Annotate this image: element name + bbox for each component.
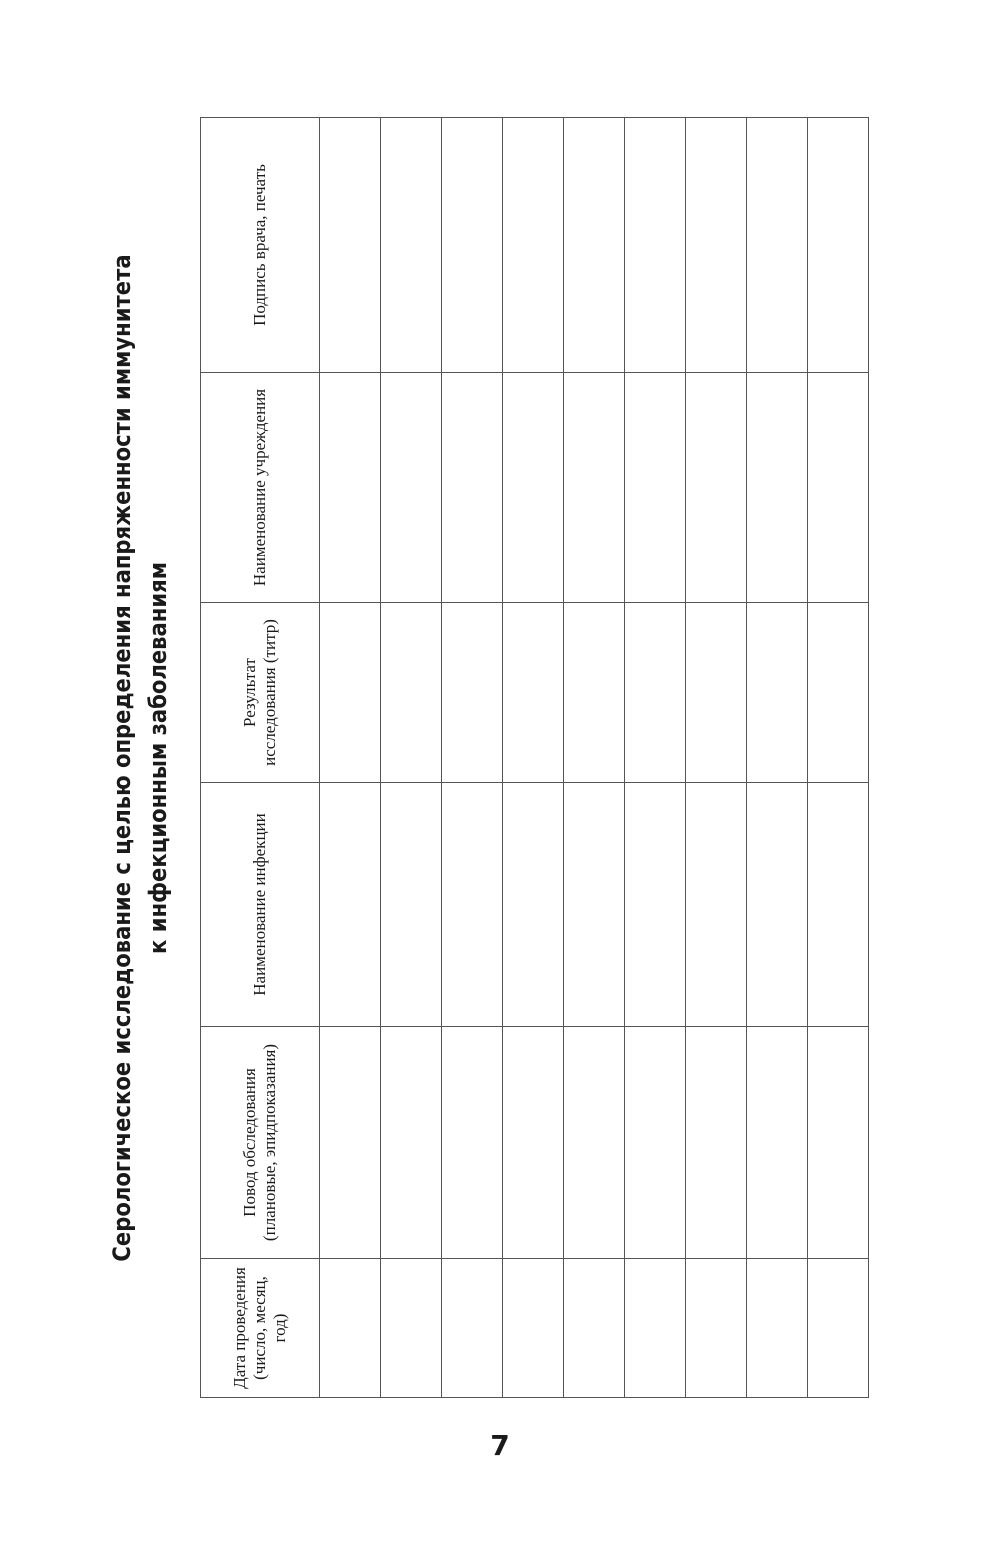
table-cell[interactable] (320, 603, 381, 783)
table-cell[interactable] (808, 1027, 869, 1259)
table-cell[interactable] (808, 1259, 869, 1398)
header-result: Результат исследования (титр) (201, 603, 320, 783)
table-row (747, 118, 808, 1398)
header-signature: Подпись врача, печать (201, 118, 320, 373)
table-cell[interactable] (381, 603, 442, 783)
table-cell[interactable] (503, 603, 564, 783)
table-cell[interactable] (625, 118, 686, 373)
table-cell[interactable] (808, 118, 869, 373)
table-cell[interactable] (747, 603, 808, 783)
table-cell[interactable] (625, 1259, 686, 1398)
table-cell[interactable] (625, 373, 686, 603)
header-institution: Наименование учреждения (201, 373, 320, 603)
page-number: 7 (490, 1429, 510, 1462)
table-cell[interactable] (503, 1259, 564, 1398)
serology-table (200, 117, 869, 1398)
table-cell[interactable] (320, 1027, 381, 1259)
table-cell[interactable] (320, 783, 381, 1027)
table-cell[interactable] (747, 373, 808, 603)
table-cell[interactable] (503, 118, 564, 373)
header-reason: Повод обследования (плановые, эпидпоказания) (201, 1027, 320, 1259)
table-cell[interactable] (686, 118, 747, 373)
title-line-2: к инфекционным заболеваниям (144, 562, 172, 954)
table-cell[interactable] (564, 783, 625, 1027)
table-row (381, 118, 442, 1398)
title-line-1: Серологическое исследование с целью определения напряженности иммунитета (108, 254, 136, 1262)
table-cell[interactable] (686, 373, 747, 603)
table-cell[interactable] (381, 373, 442, 603)
table-cell[interactable] (442, 1027, 503, 1259)
table-row (503, 118, 564, 1398)
table-cell[interactable] (564, 1027, 625, 1259)
table-header-row (201, 118, 320, 1398)
table-cell[interactable] (381, 783, 442, 1027)
table-cell[interactable] (625, 1027, 686, 1259)
table-cell[interactable] (503, 373, 564, 603)
table-cell[interactable] (686, 1027, 747, 1259)
table-cell[interactable] (442, 603, 503, 783)
table-cell[interactable] (320, 1259, 381, 1398)
table-cell[interactable] (564, 373, 625, 603)
table-cell[interactable] (686, 1259, 747, 1398)
table-cell[interactable] (442, 118, 503, 373)
table-row (625, 118, 686, 1398)
table-cell[interactable] (442, 373, 503, 603)
table-cell[interactable] (381, 1027, 442, 1259)
header-date: Дата проведения (число, месяц, год) (201, 1259, 320, 1398)
table-cell[interactable] (381, 118, 442, 373)
table-cell[interactable] (686, 603, 747, 783)
rotated-form (100, 118, 880, 1398)
table-cell[interactable] (808, 603, 869, 783)
table-cell[interactable] (442, 1259, 503, 1398)
table-cell[interactable] (747, 1259, 808, 1398)
page-title (104, 195, 176, 1321)
table-cell[interactable] (564, 118, 625, 373)
table-cell[interactable] (381, 1259, 442, 1398)
header-infection: Наименование инфекции (201, 783, 320, 1027)
table-row (808, 118, 869, 1398)
table-cell[interactable] (686, 783, 747, 1027)
table-row (320, 118, 381, 1398)
table-cell[interactable] (442, 783, 503, 1027)
table-cell[interactable] (747, 783, 808, 1027)
table-row (442, 118, 503, 1398)
table-cell[interactable] (320, 373, 381, 603)
table-cell[interactable] (625, 783, 686, 1027)
table-cell[interactable] (808, 783, 869, 1027)
table-cell[interactable] (808, 373, 869, 603)
table-cell[interactable] (503, 783, 564, 1027)
table-cell[interactable] (564, 1259, 625, 1398)
table-cell[interactable] (747, 1027, 808, 1259)
table-row (564, 118, 625, 1398)
table-cell[interactable] (320, 118, 381, 373)
table-cell[interactable] (747, 118, 808, 373)
table-cell[interactable] (564, 603, 625, 783)
table-cell[interactable] (625, 603, 686, 783)
table-cell[interactable] (503, 1027, 564, 1259)
table-row (686, 118, 747, 1398)
